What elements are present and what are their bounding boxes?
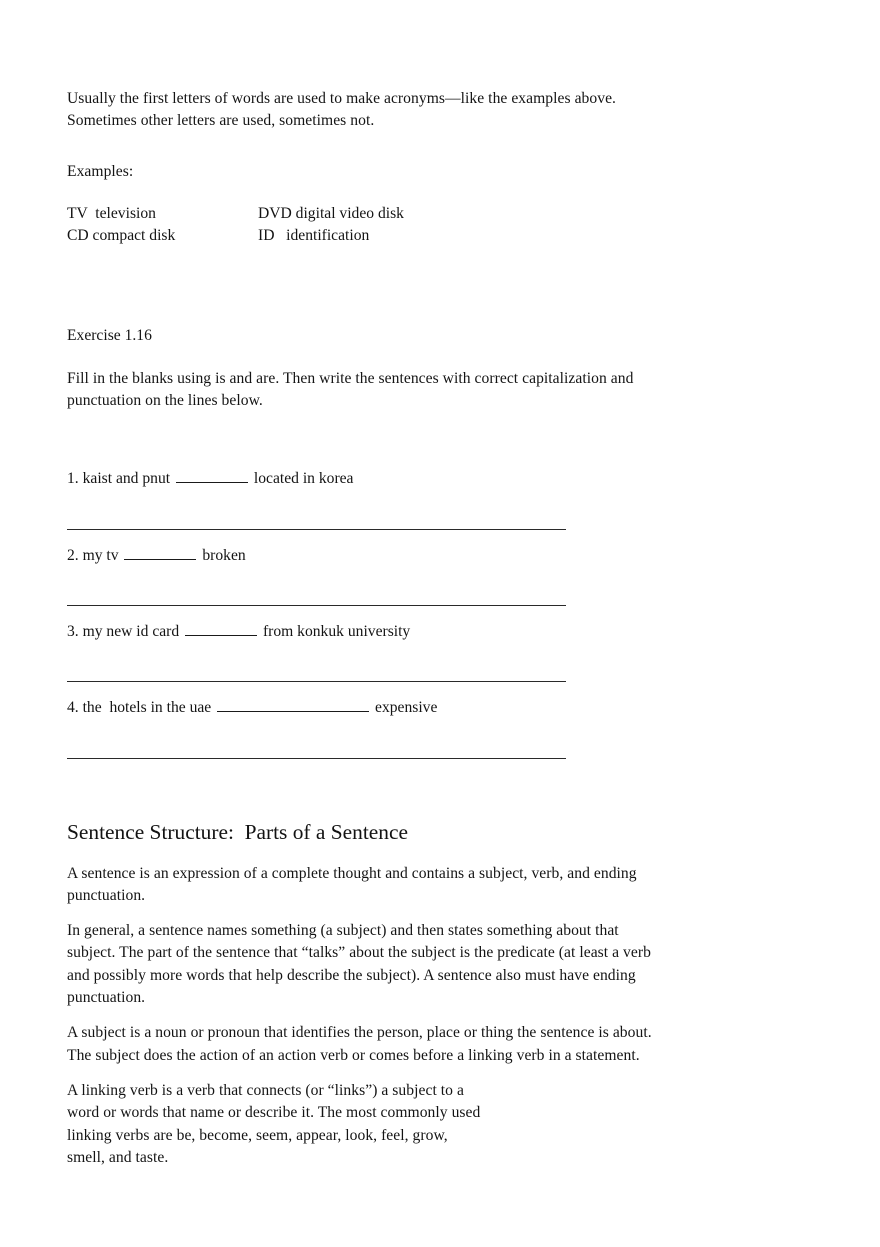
section-paragraph-4: A linking verb is a verb that connects (or “links”) a subject to a word or words that name or describe it. The most commonly used linking verbs are be, become, seem, appear, look, feel, grow, smell, and taste. — [67, 1081, 481, 1166]
section-paragraph-3: A subject is a noun or pronoun that identifies the person, place or thing the sentence is about. The subject does the action of an action verb or comes before a linking verb in a statement. — [67, 1024, 652, 1064]
exercise-label: Exercise 1.16 — [67, 327, 152, 345]
spacer — [67, 567, 647, 605]
acronym-left-1: TV television — [67, 204, 156, 222]
intro-paragraph: Usually the first letters of words are used to make acronyms—like the examples above. Sometimes other letters are used, sometimes not. — [67, 90, 617, 130]
spacer — [67, 303, 647, 325]
spacer — [67, 759, 647, 815]
item-text-after-4: expensive — [371, 699, 438, 717]
spacer — [67, 456, 647, 468]
section-paragraph-1: A sentence is an expression of a complete thought and contains a subject, verb, and ending punctuation. — [67, 864, 637, 904]
examples-label: Examples: — [67, 162, 134, 180]
item-text-before-1: kaist and pnut — [78, 470, 174, 488]
item-text-after-2: broken — [198, 546, 246, 564]
exercise-instructions: Fill in the blanks using is and are. Then write the sentences with correct capitalization and punctuation on the lines below. — [67, 369, 634, 410]
acronym-left-2: CD compact disk — [67, 227, 176, 245]
spacer — [67, 606, 647, 621]
spacer — [67, 530, 647, 545]
fill-blank-3[interactable] — [185, 622, 257, 636]
document-content — [67, 88, 652, 1169]
spacer — [67, 720, 647, 758]
spacer — [67, 183, 647, 203]
item-text-after-3: from konkuk university — [259, 622, 411, 640]
item-text-before-3: my new id card — [78, 622, 184, 640]
spacer — [67, 907, 647, 920]
item-text-before-4: the hotels in the uae — [78, 699, 216, 717]
acronym-right-2: ID identification — [258, 227, 370, 245]
spacer — [67, 1067, 647, 1080]
item-text-before-2: my tv — [78, 546, 123, 564]
exercise-item-4 — [67, 697, 647, 719]
spacer — [67, 133, 647, 161]
acronym-right-1: DVD digital video disk — [258, 204, 404, 222]
fill-blank-1[interactable] — [176, 469, 248, 483]
item-number-2: 2. — [67, 546, 79, 564]
table-row — [67, 203, 404, 225]
spacer — [67, 412, 647, 456]
spacer — [67, 1009, 647, 1022]
exercise-item-2 — [67, 545, 647, 567]
spacer — [67, 247, 647, 303]
page-title: Sentence Structure: Parts of a Sentence — [67, 819, 408, 844]
acronym-examples-table — [67, 203, 404, 248]
section-paragraph-2: In general, a sentence names something (a subject) and then states something about that subject. The part of the sentence that “talks” about the subject is the predicate (at least a verb and possibly more words that help describe the subject). A sentence also must have ending punctuation. — [67, 922, 651, 1007]
fill-blank-2[interactable] — [124, 546, 196, 560]
spacer — [67, 348, 647, 368]
exercise-item-1 — [67, 468, 647, 490]
table-row — [67, 225, 404, 247]
spacer — [67, 643, 647, 681]
spacer — [67, 682, 647, 697]
fill-blank-4[interactable] — [217, 698, 369, 712]
item-text-after-1: located in korea — [250, 470, 354, 488]
exercise-item-3 — [67, 621, 647, 643]
spacer — [67, 845, 647, 863]
spacer — [67, 491, 647, 529]
item-number-1: 1. — [67, 470, 79, 488]
item-number-3: 3. — [67, 622, 79, 640]
item-number-4: 4. — [67, 699, 79, 717]
